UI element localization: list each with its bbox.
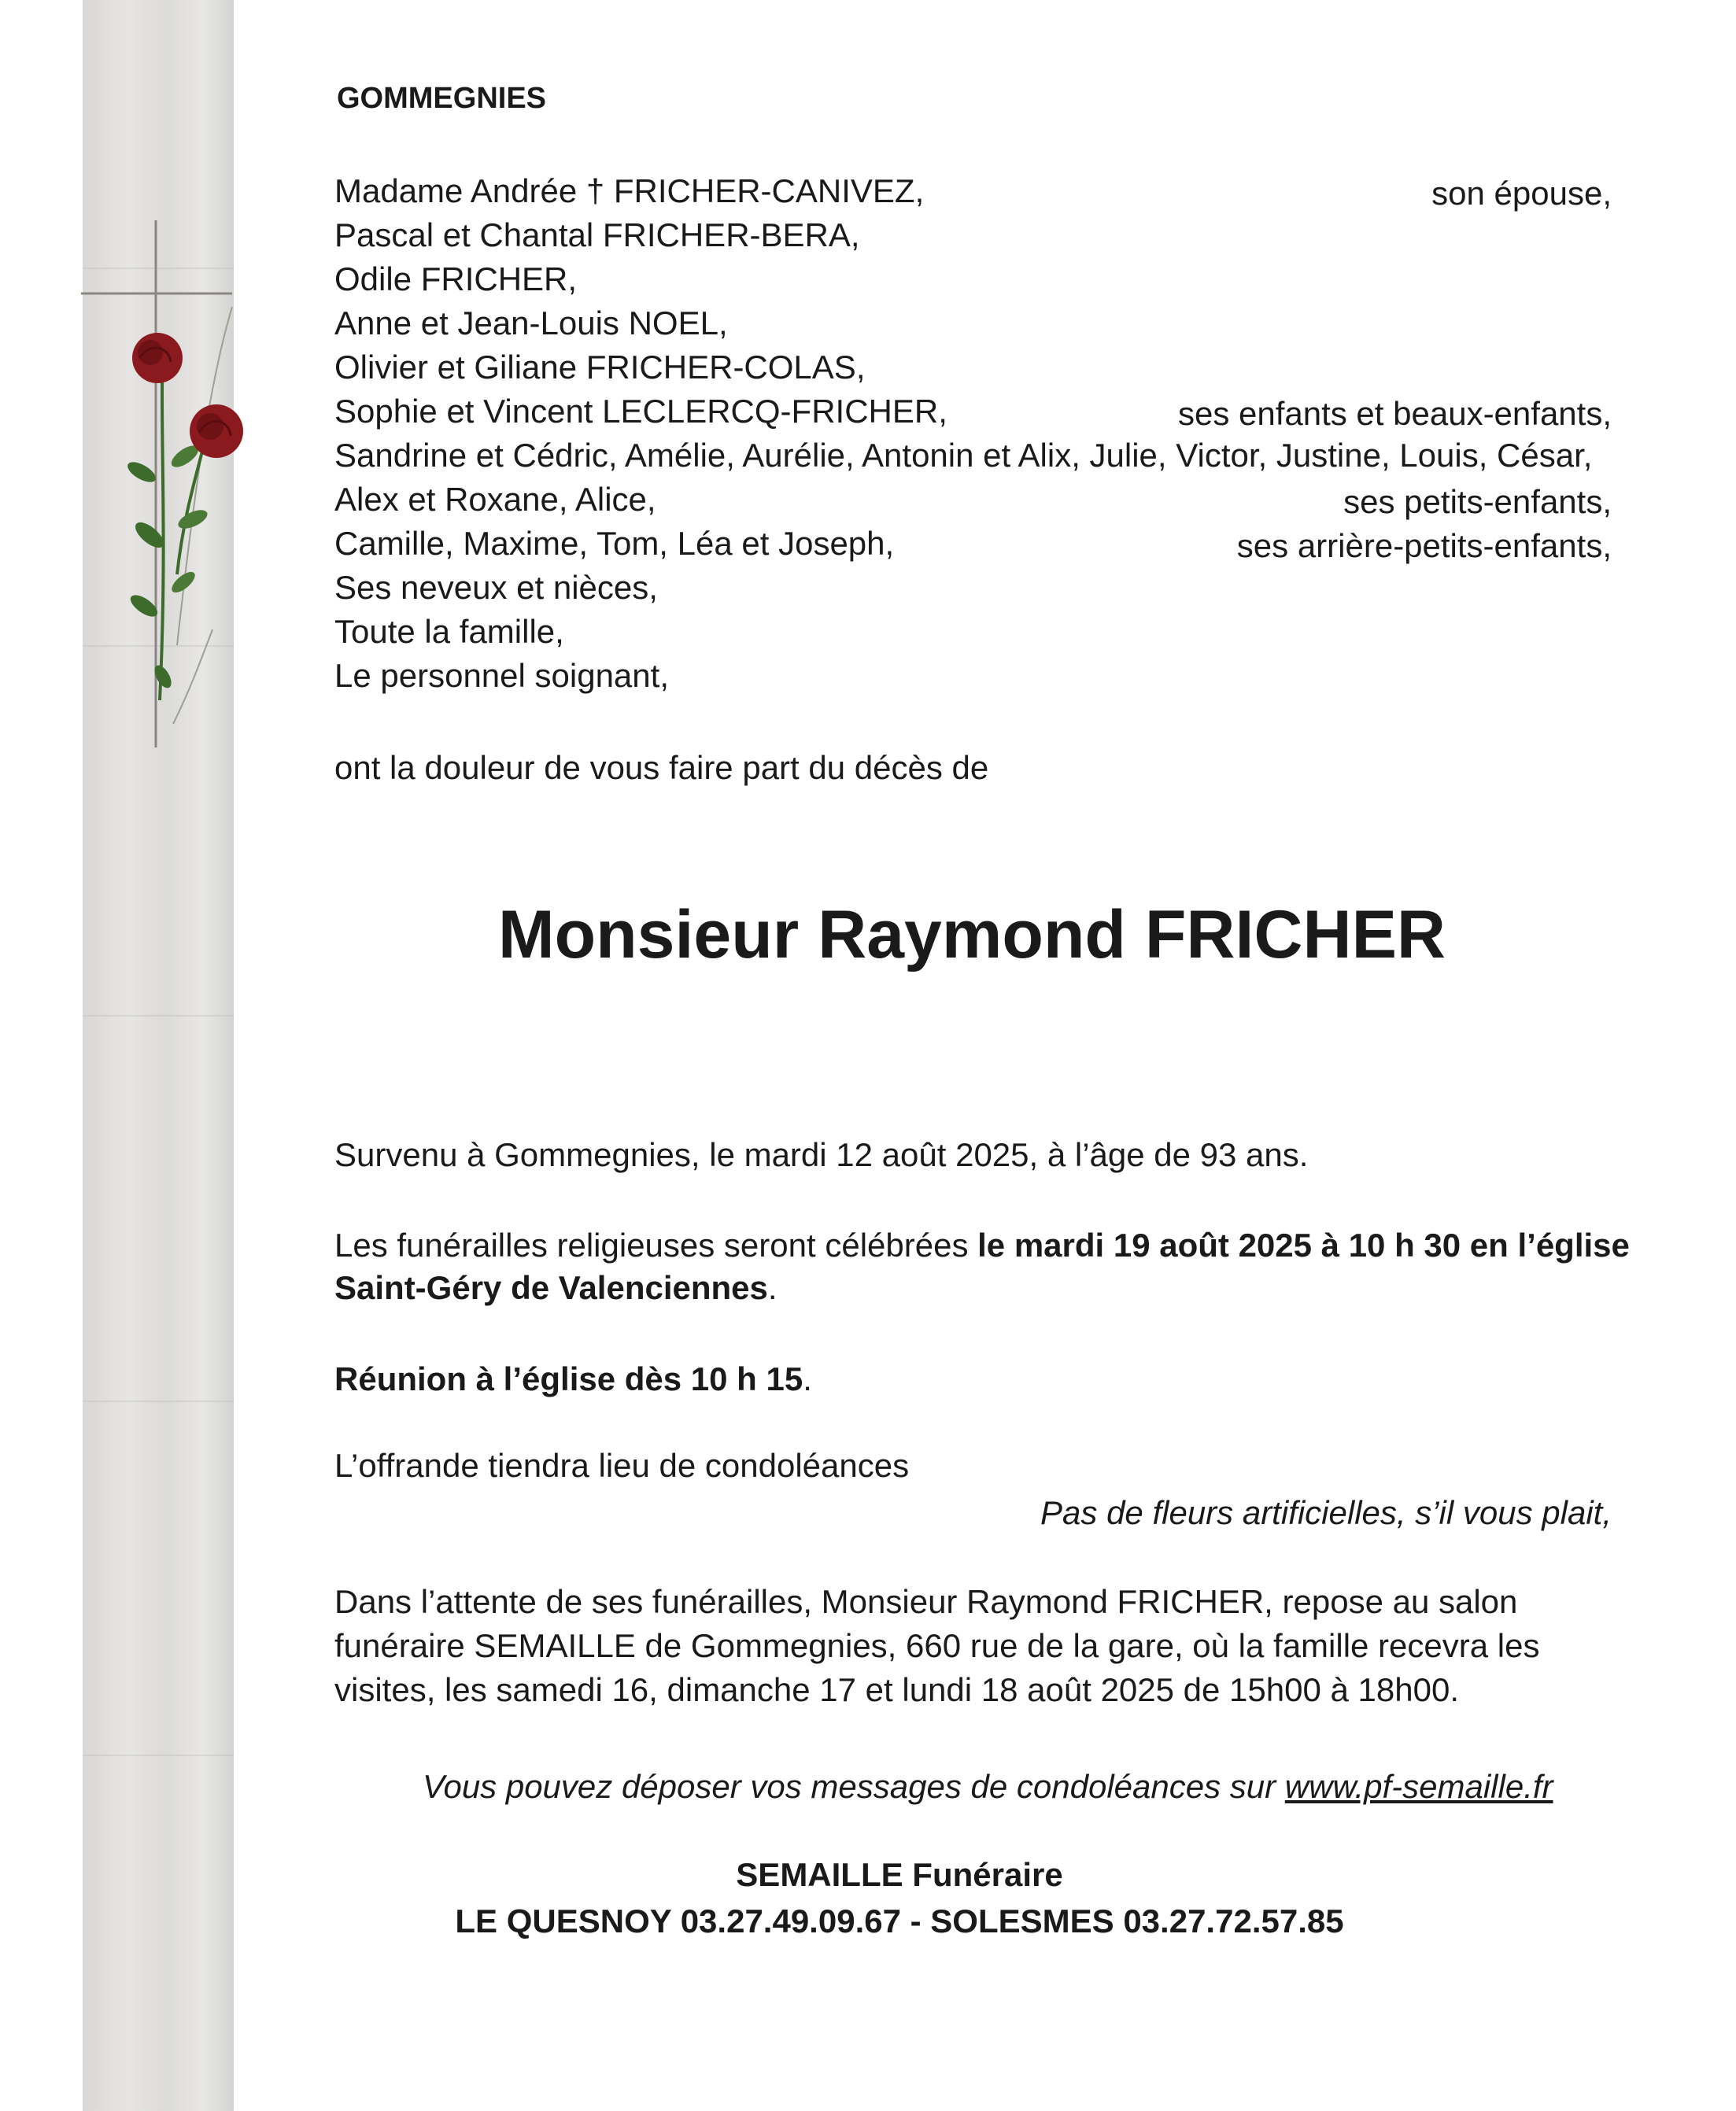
- family-member-name: Ses neveux et nièces,: [334, 569, 658, 606]
- family-member-name: Toute la famille,: [334, 613, 564, 650]
- family-member-name: Sophie et Vincent LECLERCQ-FRICHER,: [334, 393, 947, 430]
- family-member-name: Madame Andrée † FRICHER-CANIVEZ,: [334, 172, 925, 209]
- city-heading: GOMMEGNIES: [337, 82, 547, 115]
- funeral-church: Saint-Géry de Valenciennes: [334, 1269, 768, 1306]
- family-member-name: Le personnel soignant,: [334, 657, 669, 694]
- death-details: Survenu à Gommegnies, le mardi 12 août 2025, à l’âge de 93 ans.: [334, 1136, 1309, 1173]
- family-relation: ses enfants et beaux-enfants,: [1177, 395, 1612, 432]
- funeral-home-phones: LE QUESNOY 03.27.49.09.67 - SOLESMES 03.27.72.57.85: [455, 1902, 1344, 1939]
- no-flowers-text: Pas de fleurs artificielles, s’il vous plait,: [1040, 1494, 1612, 1531]
- family-relation: ses petits-enfants,: [1343, 483, 1612, 520]
- rest-details-line-3: visites, les samedi 16, dimanche 17 et lundi 18 août 2025 de 15h00 à 18h00.: [334, 1671, 1460, 1708]
- meeting-time: Réunion à l’église dès 10 h 15: [334, 1360, 803, 1397]
- condolences-text: Vous pouvez déposer vos messages de condoléances sur: [423, 1768, 1285, 1805]
- funeral-details-line-1: [334, 1223, 1630, 1268]
- family-member-name: Camille, Maxime, Tom, Léa et Joseph,: [334, 525, 895, 562]
- family-member-name: Olivier et Giliane FRICHER-COLAS,: [334, 349, 866, 386]
- announcement-text: ont la douleur de vous faire part du décès de: [334, 749, 989, 786]
- funeral-date-location: le mardi 19 août 2025 à 10 h 30 en l’église: [977, 1227, 1630, 1264]
- meeting-details: [334, 1357, 812, 1401]
- cross-and-roses-illustration: [75, 205, 279, 771]
- condolences-website-link[interactable]: www.pf-semaille.fr: [1284, 1768, 1553, 1805]
- family-relation: son épouse,: [1431, 175, 1612, 212]
- rest-details-line-1: Dans l’attente de ses funérailles, Monsieur Raymond FRICHER, repose au salon: [334, 1583, 1518, 1620]
- family-member-name: Anne et Jean-Louis NOEL,: [334, 304, 728, 341]
- family-member-name: Sandrine et Cédric, Amélie, Aurélie, Antonin et Alix, Julie, Victor, Justine, Louis, César,: [334, 437, 1593, 474]
- rest-details-line-2: funéraire SEMAILLE de Gommegnies, 660 rue de la gare, où la famille recevra les: [334, 1627, 1540, 1664]
- family-relation: ses arrière-petits-enfants,: [1236, 527, 1612, 564]
- meeting-end-punct: .: [803, 1360, 812, 1397]
- funeral-home-name: SEMAILLE Funéraire: [736, 1856, 1063, 1893]
- funeral-details-line-2: [334, 1266, 778, 1310]
- family-member-name: Odile FRICHER,: [334, 260, 578, 297]
- rose-icon: [124, 333, 243, 700]
- deceased-name: Monsieur Raymond FRICHER: [497, 897, 1446, 972]
- funeral-end-punct: .: [767, 1269, 778, 1306]
- family-member-name: Pascal et Chantal FRICHER-BERA,: [334, 216, 860, 253]
- funeral-intro: Les funérailles religieuses seront célébrées: [334, 1227, 969, 1264]
- family-member-name: Alex et Roxane, Alice,: [334, 481, 656, 518]
- offering-text: L’offrande tiendra lieu de condoléances: [334, 1447, 910, 1484]
- condolences-line: [423, 1765, 1553, 1809]
